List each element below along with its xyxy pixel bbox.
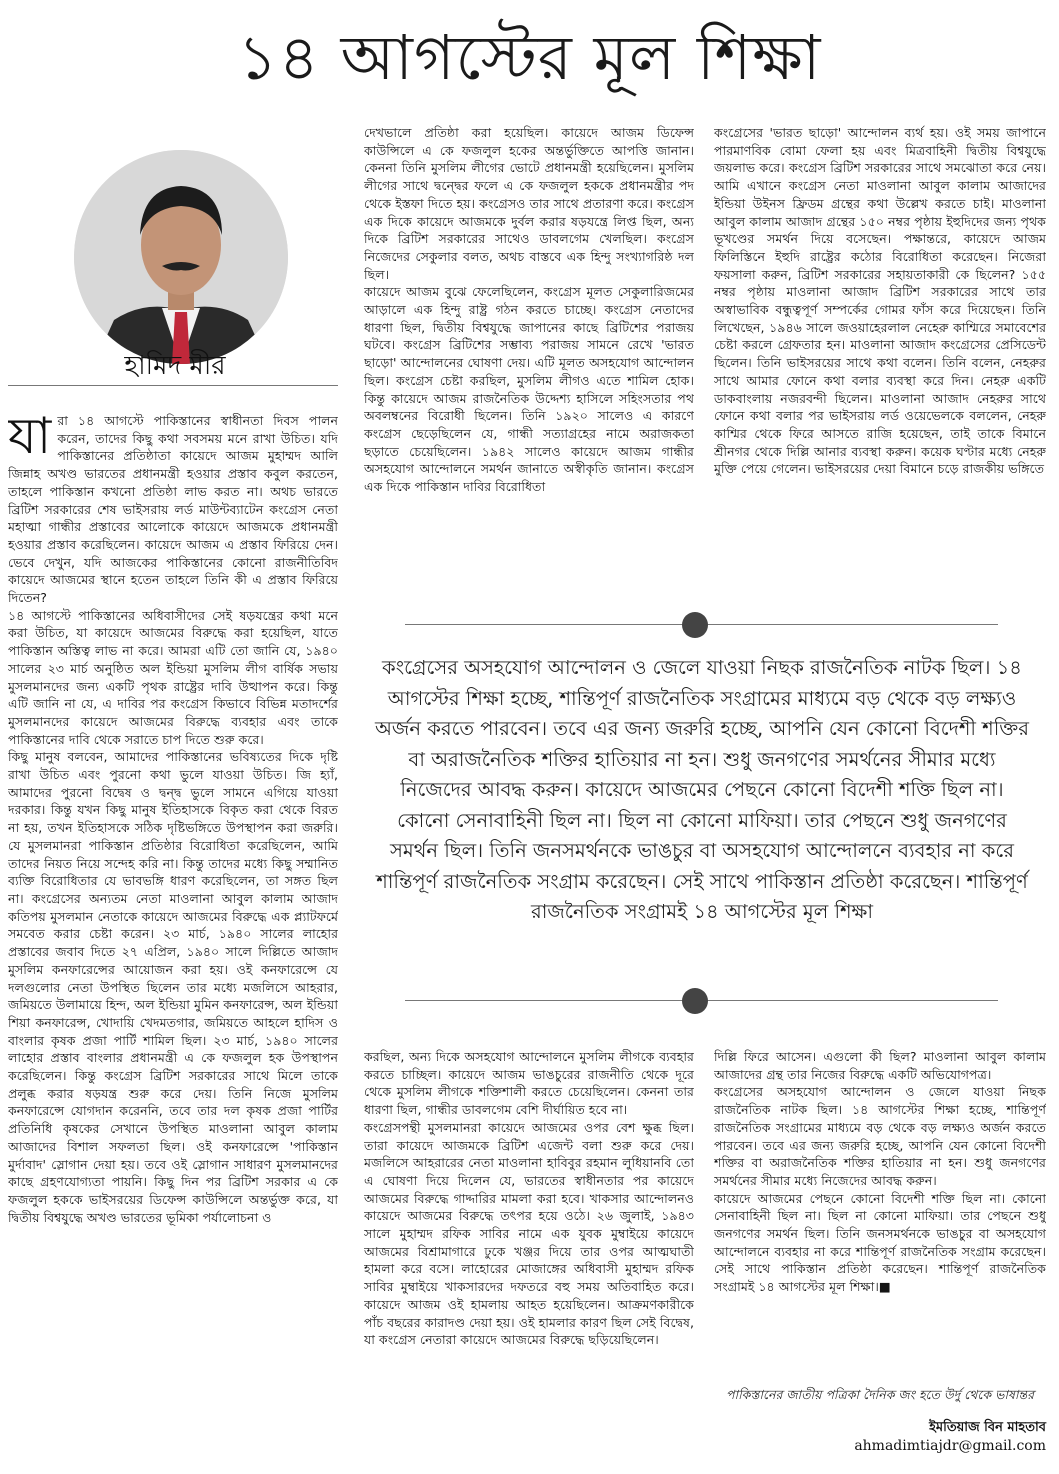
pullquote-divider-bottom [405, 986, 998, 1016]
translation-credit: পাকিস্তানের জাতীয় পত্রিকা দৈনিক জং হতে উর্দু থেকে ভাষান্তর [725, 1387, 1035, 1402]
paragraph: কায়েদে আজম বুঝে ফেলেছিলেন, কংগ্রেস মূলত সেকুলারিজমের আড়ালে এক হিন্দু রাষ্ট্র গঠন করতে চাচ্ছে। কংগ্রেস নেতাদের ধারণা ছিল, দ্বিতীয় বিশ্বযুদ্ধে জাপানের কাছে ব্রিটিশের পরাজয় ঘটবে। কংগ্রেস ব্রিটিশের সম্ভাব্য পরাজয় সামনে রেখে 'ভারত ছাড়ো' আন্দোলনের ঘোষণা দেয়। এটি মূলত অসহযোগ আন্দোলন ছিল। কংগ্রেস চেষ্টা করছিল, মুসলিম লীগও এতে শামিল হোক। কিন্তু কায়েদে আজম রাজনৈতিক উদ্দেশ্য হাসিলে সহিংসতার পথ অবলম্বনের বিরোধী ছিলেন। তিনি ১৯২০ সালেও এ কারণে কংগ্রেস ছেড়েছিলেন যে, গান্ধী সত্যাগ্রহের নামে অরাজকতা ছড়াতে চেয়েছিলেন। ১৯৪২ সালেও কায়েদে আজম গান্ধীর অসহযোগ আন্দোলনে সমর্থন জানাতে অস্বীকৃতি জানান। কংগ্রেস এক দিকে পাকিস্তান দাবির বিরোধিতা [364, 284, 694, 495]
paragraph: ১৪ আগস্টে পাকিস্তানের অধিবাসীদের সেই ষড়যন্ত্রের কথা মনে করা উচিত, যা কায়েদে আজমের বিরুদ্ধে করা হয়েছিল, যাতে পাকিস্তান অস্তিত্ব লাভ না করে। আমরা এটি তো জানি যে, ১৯৪০ সালের ২৩ মার্চ অনুষ্ঠিত অল ইন্ডিয়া মুসলিম লীগ বার্ষিক সভায় মুসলমানদের জন্য একটি পৃথক রাষ্ট্রের দাবি উত্থাপন করে। কিন্তু এটি জানি না যে, এ দাবির পর কংগ্রেস কিভাবে বিভিন্ন মতাদর্শের মুসলমানদের কায়েদে আজমের বিরুদ্ধে ব্যবহার এবং তাকে পাকিস্তানের দাবি থেকে সরাতে চাপ দিতে শুরু করে। [8, 607, 338, 747]
paragraph: কংগ্রেসের অসহযোগ আন্দোলন ও জেলে যাওয়া নিছক রাজনৈতিক নাটক ছিল। ১৪ আগস্টের শিক্ষা হচ্ছে, শান্তিপূর্ণ রাজনৈতিক সংগ্রামের মাধ্যমে বড় থেকে বড় লক্ষ্যও অর্জন করতে পারবেন। তবে এর জন্য জরুরি হচ্ছে, আপনি যেন কোনো বিদেশী শক্তির বা অরাজনৈতিক শক্তির হাতিয়ার না হন। শুধু জনগণের সমর্থনের সীমার মধ্যে নিজেদের আবদ্ধ করুন। [714, 1084, 1046, 1188]
article-column-2-bottom [364, 1048, 694, 1458]
paragraph: কংগ্রেসের 'ভারত ছাড়ো' আন্দোলন ব্যর্থ হয়। ওই সময় জাপানে পারমাণবিক বোমা ফেলা হয় এবং মিত্রবাহিনী দ্বিতীয় বিশ্বযুদ্ধে জয়লাভ করে। কংগ্রেস ব্রিটিশ সরকারের সাথে সমঝোতা করে নেয়। আমি এখানে কংগ্রেস নেতা মাওলানা আবুল কালাম আজাদের ইন্ডিয়া উইনস ফ্রিডম গ্রন্থের কথা উল্লেখ করতে চাই। মাওলানা আবুল কালাম আজাদ গ্রন্থের ১৫০ নম্বর পৃষ্ঠায় ইহুদিদের জন্য পৃথক ভূখণ্ডের সমর্থন দিয়ে বসেছেন। পক্ষান্তরে, কায়েদে আজম ফিলিস্তিনে ইহুদি রাষ্ট্রের কঠোর বিরোধিতা করেছেন। নিজেরা ফয়সালা করুন, ব্রিটিশ সরকারের সহায়তাকারী কে ছিলেন? ১৫৫ নম্বর পৃষ্ঠায় মাওলানা আজাদ ব্রিটিশ সরকারের সাথে তার অস্বাভাবিক বন্ধুত্বপূর্ণ সম্পর্কের গোমর ফাঁস করে দিয়েছেন। তিনি লিখেছেন, ১৯৪৬ সালে জওয়াহেরলাল নেহেরু কাশ্মিরে সমাবেশের চেষ্টা করলে গ্রেফতার হন। মাওলানা আজাদ কংগ্রেসের প্রেসিডেন্ট ছিলেন। তিনি ভাইসরয়ের সাথে কথা বলেন। তিনি বলেন, নেহরুর সাথে আমার ফোনে কথা বলার ব্যবস্থা করে দিন। নেহরু একটি ডাকবাংলায় নজরবন্দী ছিলেন। মাওলানা আজাদ নেহরুর সাথে ফোনে কথা বলার পর ভাইসরায় লর্ড ওয়েভেলকে বললেন, নেহরু কাশ্মির থেকে ফিরে আসতে রাজি হয়েছেন, তাই তাকে বিমানে শ্রীনগর থেকে দিল্লি আনার ব্যবস্থা করুন। কয়েক ঘণ্টার মধ্যে নেহরু মুক্তি পেয়ে গেলেন। ভাইসরয়ের দেয়া বিমানে চড়ে রাজকীয় ভঙ্গিতে [714, 125, 1046, 477]
author-name: হামিদ মীর [124, 351, 226, 381]
divider-dot [682, 612, 708, 638]
translator-email[interactable]: ahmadimtiajdr@gmail.com [854, 1438, 1046, 1454]
paragraph: দিল্লি ফিরে আসেন। এগুলো কী ছিল? মাওলানা আবুল কালাম আজাদের গ্রন্থ তার নিজের বিরুদ্ধে একটি অভিযোগপত্র। [714, 1049, 1046, 1082]
paragraph: কিছু মানুষ বলবেন, আমাদের পাকিস্তানের ভবিষ্যতের দিকে দৃষ্টি রাখা উচিত এবং পুরনো কথা ভুলে যাওয়া উচিত। জি হ্যাঁ, আমাদের পুরনো বিদ্বেষ ও দ্বন্দ্ব ভুলে সামনে এগিয়ে যাওয়া দরকার। কিন্তু যখন কিছু মানুষ ইতিহাসকে বিকৃত করা থেকে বিরত না হয়, তখন ইতিহাসকে সঠিক দৃষ্টিভঙ্গিতে উপস্থাপন করা জরুরি। যে মুসলমানরা পাকিস্তান প্রতিষ্ঠার বিরোধিতা করেছিলেন, আমি তাদের নিয়ত নিয়ে সন্দেহ করি না। কিন্তু তাদের মধ্যে কিছু সম্মানিত ব্যক্তি বিরোধিতার যে ভাবভঙ্গি ধারণ করেছিলেন, তা সঙ্গত ছিল না। কংগ্রেসের অন্যতম নেতা মাওলানা আবুল কালাম আজাদ কতিপয় মুসলমান নেতাকে কায়েদে আজমের বিরুদ্ধে এক প্ল্যাটফর্মে সমবেত করার চেষ্টা করেন। ২৩ মার্চ, ১৯৪০ সালের লাহোর প্রস্তাবের জবাব দিতে ২৭ এপ্রিল, ১৯৪০ সালে দিল্লিতে আজাদ মুসলিম কনফারেন্সের আয়োজন করা হয়। ওই কনফারেন্সে যে দলগুলোর নেতা উপস্থিত ছিলেন তার মধ্যে মজলিসে আহরার, জমিয়তে উলামায়ে হিন্দ, অল ইন্ডিয়া মুমিন কনফারেন্স, অল ইন্ডিয়া শিয়া কনফারেন্স, খোদায়ি খেদমতগার, জমিয়তে আহলে হাদিস ও বাংলার কৃষক প্রজা পার্টি শামিল ছিল। ২৩ মার্চ, ১৯৪০ সালের লাহোর প্রস্তাব বাংলার প্রধানমন্ত্রী এ কে ফজলুল হক উপস্থাপন করেছিলেন। কিন্তু কংগ্রেস ব্রিটিশ সরকারের সাথে মিলে তাকে প্রলুব্ধ করার ষড়যন্ত্র শুরু করে দেয়। তিনি নিজে মুসলিম কনফারেন্সে যোগদান করেননি, তবে তার দল কৃষক প্রজা পার্টির প্রতিনিধি কৃষকের সেখানে উপস্থিত মাওলানা আবুল কালাম আজাদের বিশাল সফলতা ছিল। ওই কনফারেন্সে 'পাকিস্তান মুর্দাবাদ' স্লোগান দেয়া হয়। তবে ওই স্লোগান সাধারণ মুসলমানদের কাছে গ্রহণযোগ্যতা পায়নি। কিছু দিন পর ব্রিটিশ সরকার এ কে ফজলুল হককে ভাইসরয়ের ডিফেন্স কাউন্সিলে অন্তর্ভুক্ত করে, যা দ্বিতীয় বিশ্বযুদ্ধে অখণ্ড ভারতের ভূমিকা পর্যালোচনা ও [8, 749, 338, 1225]
paragraph: করছিল, অন্য দিকে অসহযোগ আন্দোলনে মুসলিম লীগকে ব্যবহার করতে চাচ্ছিল। কায়েদে আজম ভাঙচুরের রাজনীতি থেকে দূরে থেকে মুসলিম লীগকে শক্তিশালী করতে চেয়েছিলেন। কেননা তার ধারণা ছিল, গান্ধীর ডাবলগেম বেশি দীর্ঘায়িত হবে না। [364, 1049, 694, 1118]
paragraph: কায়েদে আজমের পেছনে কোনো বিদেশী শক্তি ছিল না। কোনো সেনাবাহিনী ছিল না। ছিল না কোনো মাফিয়া। তার পেছনে শুধু জনগণের সমর্থন ছিল। তিনি জনসমর্থনকে ভাঙচুর বা অসহযোগ আন্দোলনে ব্যবহার না করে শান্তিপূর্ণ রাজনৈতিক সংগ্রাম করেছেন। সেই সাথে পাকিস্তান প্রতিষ্ঠা করেছেন। শান্তিপূর্ণ রাজনৈতিক সংগ্রামই ১৪ আগস্টের মূল শিক্ষা।■ [714, 1190, 1046, 1295]
author-portrait-image [74, 150, 288, 364]
article-column-2-top [364, 124, 694, 594]
headline: ১৪ আগস্টের মূল শিক্ষা [237, 21, 822, 94]
article-column-3-top [714, 124, 1046, 594]
paragraph: কংগ্রেসপন্থী মুসলমানরা কায়েদে আজমের ওপর বেশ ক্ষুব্ধ ছিল। তারা কায়েদে আজমকে ব্রিটিশ এজেন্ট বলা শুরু করে দেয়। মজলিসে আহরারের নেতা মাওলানা হাবিবুর রহমান লুধিয়ানবি তো এ ঘোষণা দিয়ে দিলেন যে, ভারতের স্বাধীনতার পর কায়েদে আজমের বিরুদ্ধে গাদ্দারির মামলা করা হবে। খাকসার আন্দোলনও কায়েদে আজমের বিরুদ্ধে তৎপর হয়ে ওঠে। ২৬ জুলাই, ১৯৪৩ সালে মুহাম্মদ রফিক সাবির নামে এক যুবক মুম্বাইয়ে কায়েদে আজমের বিশ্রামাগারে ঢুকে খঞ্জর দিয়ে তার ওপর আত্মঘাতী হামলা করে বসে। লাহোরের মোজাঙ্গের অধিবাসী মুহাম্মদ রফিক সাবির মুম্বাইয়ে খাকসারদের দফতরে বহু সময় অতিবাহিত করে। কায়েদে আজম ওই হামলায় আহত হয়েছিলেন। আক্রমণকারীকে পাঁচ বছরের কারাদণ্ড দেয়া হয়। ওই হামলার কারণ ছিল সেই বিদ্বেষ, যা কংগ্রেস নেতারা কায়েদে আজমের বিরুদ্ধে ছড়িয়েছিলেন। [364, 1119, 694, 1348]
translator-name: ইমতিয়াজ বিন মাহতাব [929, 1420, 1046, 1435]
article-column-1 [8, 412, 338, 1462]
byline-rule [8, 385, 338, 386]
divider-dot [682, 988, 708, 1014]
author-photo [74, 150, 288, 364]
paragraph: রা ১৪ আগস্টে পাকিস্তানের স্বাধীনতা দিবস পালন করেন, তাদের কিছু কথা সবসময় মনে রাখা উচিত। যদি পাকিস্তানের প্রতিষ্ঠাতা কায়েদে আজম মুহাম্মদ আলি জিন্নাহ অখণ্ড ভারতের প্রধানমন্ত্রী হওয়ার প্রস্তাব কবুল করতেন, তাহলে পাকিস্তান কখনো প্রতিষ্ঠা লাভ করত না। অথচ ভারতে ব্রিটিশ সরকারের শেষ ভাইসরায় লর্ড মাউন্টব্যাটেন কংগ্রেস নেতা মহাত্মা গান্ধীর প্রস্তাবের আলোকে কায়েদে আজমকে প্রধানমন্ত্রী হওয়ার প্রস্তাব করেছিলেন। কায়েদে আজম এ প্রস্তাব ফিরিয়ে দেন। ভেবে দেখুন, যদি আজকের পাকিস্তানের কোনো রাজনীতিবিদ কায়েদে আজমের স্থানে হতেন তাহলে তিনি কী এ প্রস্তাব ফিরিয়ে দিতেন? [8, 413, 338, 606]
drop-cap: যা [8, 412, 52, 465]
paragraph: দেখভালে প্রতিষ্ঠা করা হয়েছিল। কায়েদে আজম ডিফেন্স কাউন্সিলে এ কে ফজলুল হকের অন্তর্ভুক্তিতে আপত্তি জানান। কেননা তিনি মুসলিম লীগের ভোটে প্রধানমন্ত্রী হয়েছিলেন। মুসলিম লীগের সাথে দ্বন্দ্বের ফলে এ কে ফজলুল হককে প্রধানমন্ত্রীর পদ থেকে ইস্তফা দিতে হয়। কংগ্রেসও তার সাথে প্রতারণা করে। কংগ্রেস এক দিকে কায়েদে আজমকে দুর্বল করার ষড়যন্ত্রে লিপ্ত ছিল, অন্য দিকে ব্রিটিশ সরকারের সাথেও ডাবলগেম খেলছিল। কংগ্রেস নিজেদের সেকুলার বলত, অথচ বাস্তবে এক হিন্দু সংখ্যাগরিষ্ঠ দল ছিল। [364, 125, 694, 282]
pull-quote: কংগ্রেসের অসহযোগ আন্দোলন ও জেলে যাওয়া নিছক রাজনৈতিক নাটক ছিল। ১৪ আগস্টের শিক্ষা হচ্ছে, শান্তিপূর্ণ রাজনৈতিক সংগ্রামের মাধ্যমে বড় থেকে বড় লক্ষ্যও অর্জন করতে পারবেন। তবে এর জন্য জরুরি হচ্ছে, আপনি যেন কোনো বিদেশী শক্তির বা অরাজনৈতিক শক্তির হাতিয়ার না হন। শুধু জনগণের সমর্থনের সীমার মধ্যে নিজেদের আবদ্ধ করুন। কায়েদে আজমের পেছনে কোনো বিদেশী শক্তি ছিল না। কোনো সেনাবাহিনী ছিল না। ছিল না কোনো মাফিয়া। তার পেছনে শুধু জনগণের সমর্থন ছিল। তিনি জনসমর্থনকে ভাঙচুর বা অসহযোগ আন্দোলনে ব্যবহার না করে শান্তিপূর্ণ রাজনৈতিক সংগ্রাম করেছেন। সেই সাথে পাকিস্তান প্রতিষ্ঠা করেছেন। শান্তিপূর্ণ রাজনৈতিক সংগ্রামই ১৪ আগস্টের মূল শিক্ষা [375, 656, 1029, 923]
article-column-3-bottom [714, 1048, 1046, 1393]
pullquote-divider-top [405, 610, 998, 640]
